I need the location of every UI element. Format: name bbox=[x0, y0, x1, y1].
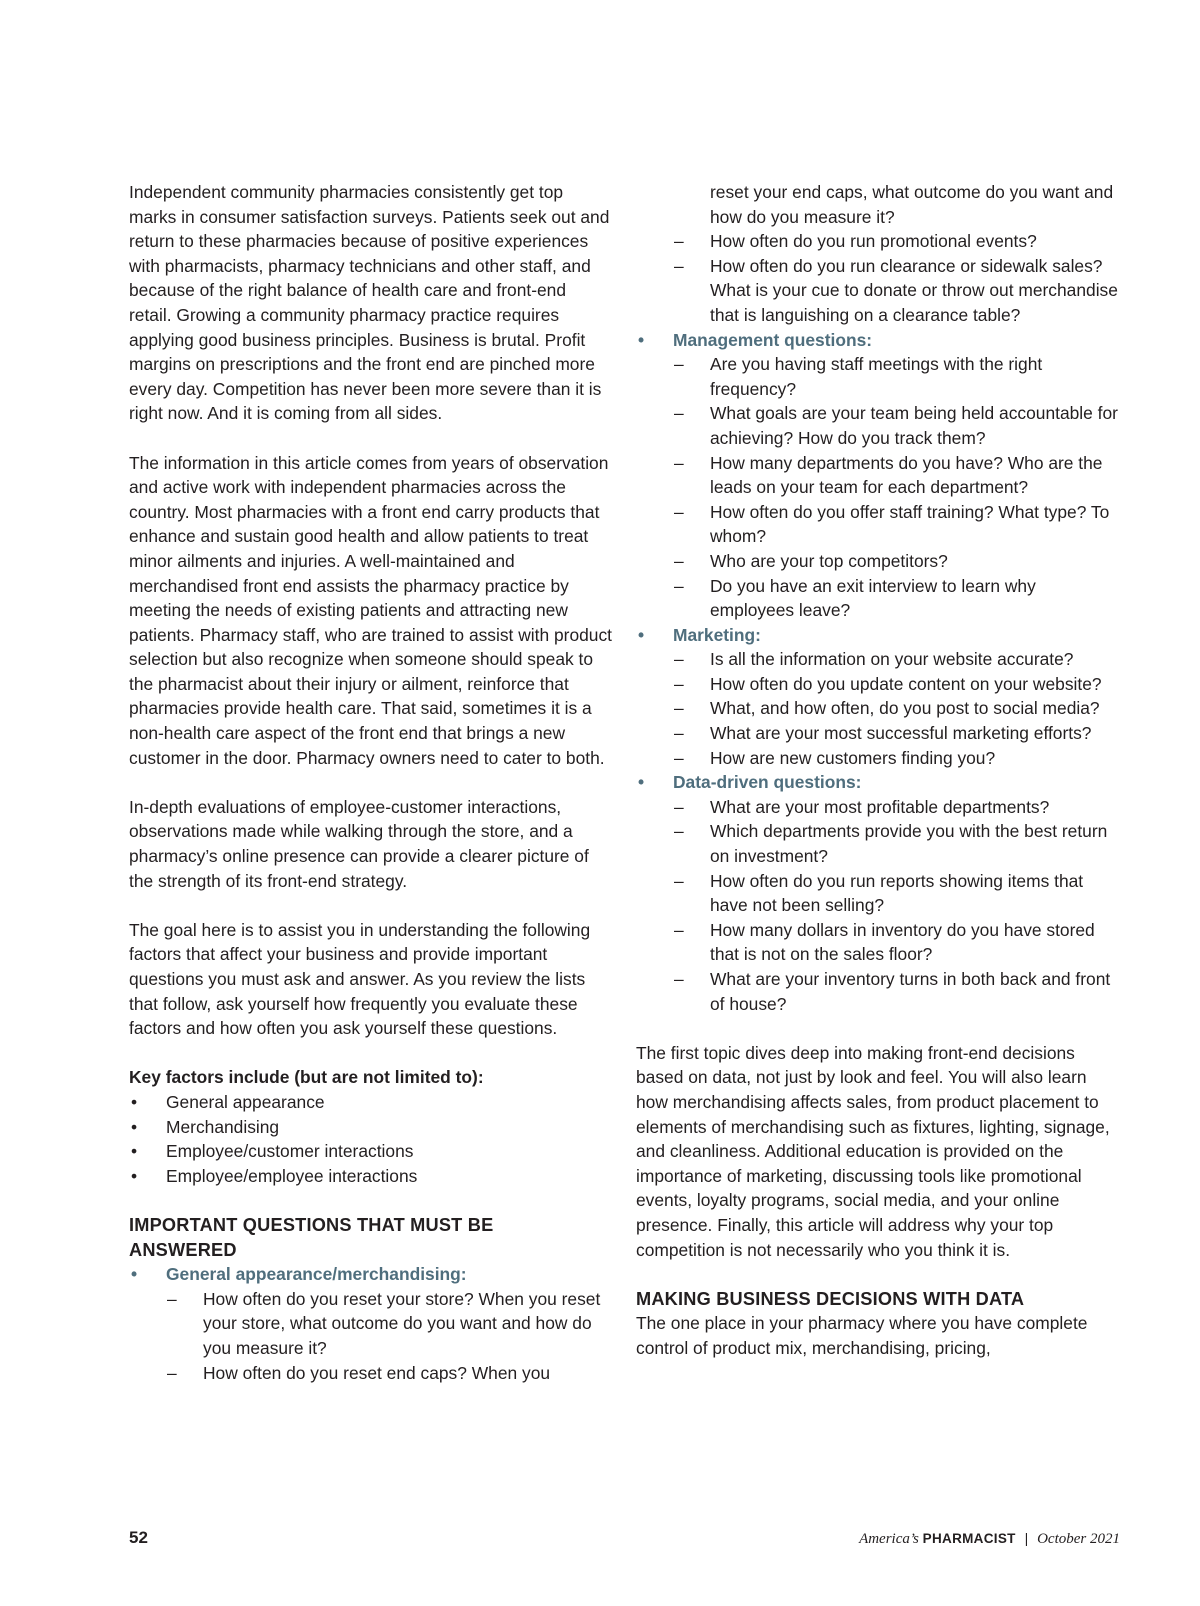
question-text: What are your inventory turns in both back and front of house? bbox=[710, 969, 1111, 1014]
key-factors-list bbox=[129, 1090, 613, 1188]
magazine-prefix: America’s bbox=[859, 1531, 919, 1547]
magazine-name: PHARMACIST bbox=[922, 1531, 1016, 1546]
bullet-icon: • bbox=[638, 772, 645, 793]
category-marketing bbox=[636, 623, 1121, 648]
list-item bbox=[636, 967, 1121, 1016]
questions-heading-line2: ANSWERED bbox=[129, 1239, 237, 1260]
question-text: How often do you reset your store? When you reset your store, what outcome do you want and how do you measure it? bbox=[203, 1288, 601, 1358]
category-title: Data-driven questions: bbox=[673, 772, 862, 793]
list-item bbox=[636, 352, 1121, 401]
question-text: What are your most profitable departments? bbox=[710, 796, 1050, 817]
data-driven-questions bbox=[636, 795, 1121, 1016]
list-item bbox=[636, 672, 1121, 697]
category-management bbox=[636, 328, 1121, 353]
general-appearance-questions-cont bbox=[636, 229, 1121, 327]
list-item: • Employee/employee interactions bbox=[129, 1164, 613, 1189]
question-text: How often do you reset end caps? When you bbox=[203, 1362, 551, 1383]
question-text: What are your most successful marketing efforts? bbox=[710, 723, 1092, 744]
left-column bbox=[129, 180, 613, 1385]
general-appearance-questions bbox=[129, 1287, 613, 1385]
dash-icon: – bbox=[167, 1362, 177, 1383]
list-item bbox=[636, 696, 1121, 721]
question-text: Is all the information on your website accurate? bbox=[710, 649, 1074, 670]
question-text: Do you have an exit interview to learn why employees leave? bbox=[710, 575, 1036, 621]
question-text: Who are your top competitors? bbox=[710, 550, 948, 571]
question-text: How are new customers finding you? bbox=[710, 747, 996, 768]
marketing-questions bbox=[636, 647, 1121, 770]
dash-icon: – bbox=[674, 870, 684, 891]
question-continuation: reset your end caps, what outcome do you want and how do you measure it? bbox=[710, 182, 1114, 227]
question-text: What, and how often, do you post to social media? bbox=[710, 698, 1100, 719]
questions-heading bbox=[129, 1213, 613, 1262]
list-item bbox=[636, 500, 1121, 549]
dash-icon: – bbox=[674, 723, 684, 744]
dash-icon: – bbox=[674, 747, 684, 768]
list-item: • Employee/customer interactions bbox=[129, 1139, 613, 1164]
dash-icon: – bbox=[674, 231, 684, 252]
category-title: General appearance/merchandising: bbox=[166, 1264, 467, 1285]
question-text: How many dollars in inventory do you have stored that is not on the sales floor? bbox=[710, 919, 1095, 965]
list-item bbox=[636, 819, 1121, 868]
dash-icon: – bbox=[167, 1288, 177, 1309]
magazine-footer bbox=[859, 1530, 1120, 1548]
question-text: How often do you run promotional events? bbox=[710, 231, 1037, 252]
right-column bbox=[636, 180, 1121, 1361]
dash-icon: – bbox=[674, 501, 684, 522]
list-item: • General appearance bbox=[129, 1090, 613, 1115]
dash-icon: – bbox=[674, 575, 684, 596]
category-title: Management questions: bbox=[673, 329, 873, 350]
list-item bbox=[636, 574, 1121, 623]
question-text: How often do you run reports showing items that have not been selling? bbox=[710, 870, 1084, 916]
dash-icon: – bbox=[674, 354, 684, 375]
question-text: How many departments do you have? Who are the leads on your team for each department? bbox=[710, 452, 1103, 498]
bullet-icon: • bbox=[638, 329, 645, 350]
list-item bbox=[636, 918, 1121, 967]
list-item bbox=[636, 795, 1121, 820]
list-item bbox=[636, 746, 1121, 771]
dash-icon: – bbox=[674, 673, 684, 694]
dash-icon: – bbox=[674, 969, 684, 989]
issue-date: October 2021 bbox=[1037, 1531, 1120, 1547]
dash-icon: – bbox=[674, 550, 684, 571]
info-paragraph: The information in this article comes from years of observation and active work with independent pharmacies across the country. Most pharmacies with a front end carry products that enhance and sustain good health and allow patients to treat minor ailments and injuries. A well-maintained and merchandised front end assists the pharmacy practice by meeting the needs of existing patients and attracting new patients. Pharmacy staff, who are trained to assist with product selection but also recognize when someone should speak to the pharmacist about their injury or ailment, reinforce that pharmacies provide health care. That said, sometimes it is a non-health care aspect of the front end that brings a new customer in the door. Pharmacy owners need to cater to both. bbox=[129, 452, 612, 768]
question-text: What goals are your team being held accountable for achieving? How do you track them? bbox=[710, 403, 1118, 448]
section-paragraph: The one place in your pharmacy where you have complete control of product mix, merchandising, pricing, bbox=[636, 1313, 1088, 1358]
management-questions bbox=[636, 352, 1121, 623]
goal-paragraph: The goal here is to assist you in understanding the following factors that affect your business and provide important questions you must ask and answer. As you review the lists that follow, ask yourself how frequently you evaluate these factors and how often you ask yourself these questions. bbox=[129, 919, 591, 1039]
list-item bbox=[129, 1287, 613, 1361]
list-item bbox=[636, 401, 1121, 450]
key-factors-heading: Key factors include (but are not limited to): bbox=[129, 1067, 484, 1088]
dash-icon: – bbox=[674, 452, 684, 473]
list-item bbox=[636, 647, 1121, 672]
list-item bbox=[636, 254, 1121, 328]
intro-paragraph: Independent community pharmacies consistently get top marks in consumer satisfaction surveys. Patients seek out and return to these pharmacies because of positive experiences with pharmacists, pharmacy technicians and other staff, and because of the right balance of health care and front-end retail. Growing a community pharmacy practice requires applying good business principles. Business is brutal. Profit margins on prescriptions and the front end are pinched more every day. Competition has never been more severe than it is right now. And it is coming from all sides. bbox=[129, 182, 610, 424]
question-text: Which departments provide you with the best return on investment? bbox=[710, 821, 1108, 867]
dash-icon: – bbox=[674, 649, 684, 670]
question-text: How often do you offer staff training? What type? To whom? bbox=[710, 501, 1110, 547]
list-item bbox=[636, 721, 1121, 746]
bullet-icon: • bbox=[638, 624, 645, 645]
section-heading-data: MAKING BUSINESS DECISIONS WITH DATA bbox=[636, 1288, 1025, 1309]
question-text: How often do you update content on your website? bbox=[710, 673, 1102, 694]
dash-icon: – bbox=[674, 821, 684, 842]
list-item: • Merchandising bbox=[129, 1115, 613, 1140]
bullet-icon: • bbox=[131, 1264, 138, 1285]
topic-paragraph: The first topic dives deep into making front-end decisions based on data, not just by look and feel. You will also learn how merchandising affects sales, from product placement to elements of merchandising such as fixtures, lighting, signage, and cleanliness. Additional education is provided on the importance of marketing, discussing tools like promotional events, loyalty programs, social media, and your online presence. Finally, this article will address why your top competition is not necessarily who you think it is. bbox=[636, 1042, 1110, 1260]
category-data-driven bbox=[636, 770, 1121, 795]
list-item bbox=[129, 1361, 613, 1386]
dash-icon: – bbox=[674, 796, 684, 817]
evaluation-paragraph: In-depth evaluations of employee-customer interactions, observations made while walking through the store, and a pharmacy’s online presence can provide a clearer picture of the strength of its front-end strategy. bbox=[129, 796, 589, 891]
dash-icon: – bbox=[674, 255, 684, 276]
page-number: 52 bbox=[129, 1528, 148, 1547]
list-item bbox=[636, 451, 1121, 500]
dash-icon: – bbox=[674, 403, 684, 424]
dash-icon: – bbox=[674, 919, 684, 940]
question-text: How often do you run clearance or sidewalk sales? What is your cue to donate or throw out merchandise that is languishing on a clearance table? bbox=[710, 255, 1118, 325]
list-item bbox=[636, 869, 1121, 918]
list-item bbox=[636, 549, 1121, 574]
dash-icon: – bbox=[674, 698, 684, 719]
category-general-appearance bbox=[129, 1262, 613, 1287]
list-item bbox=[636, 229, 1121, 254]
question-text: Are you having staff meetings with the right frequency? bbox=[710, 354, 1043, 399]
questions-heading-line1: IMPORTANT QUESTIONS THAT MUST BE bbox=[129, 1214, 494, 1235]
footer-separator: | bbox=[1024, 1530, 1029, 1546]
category-title: Marketing: bbox=[673, 624, 761, 645]
